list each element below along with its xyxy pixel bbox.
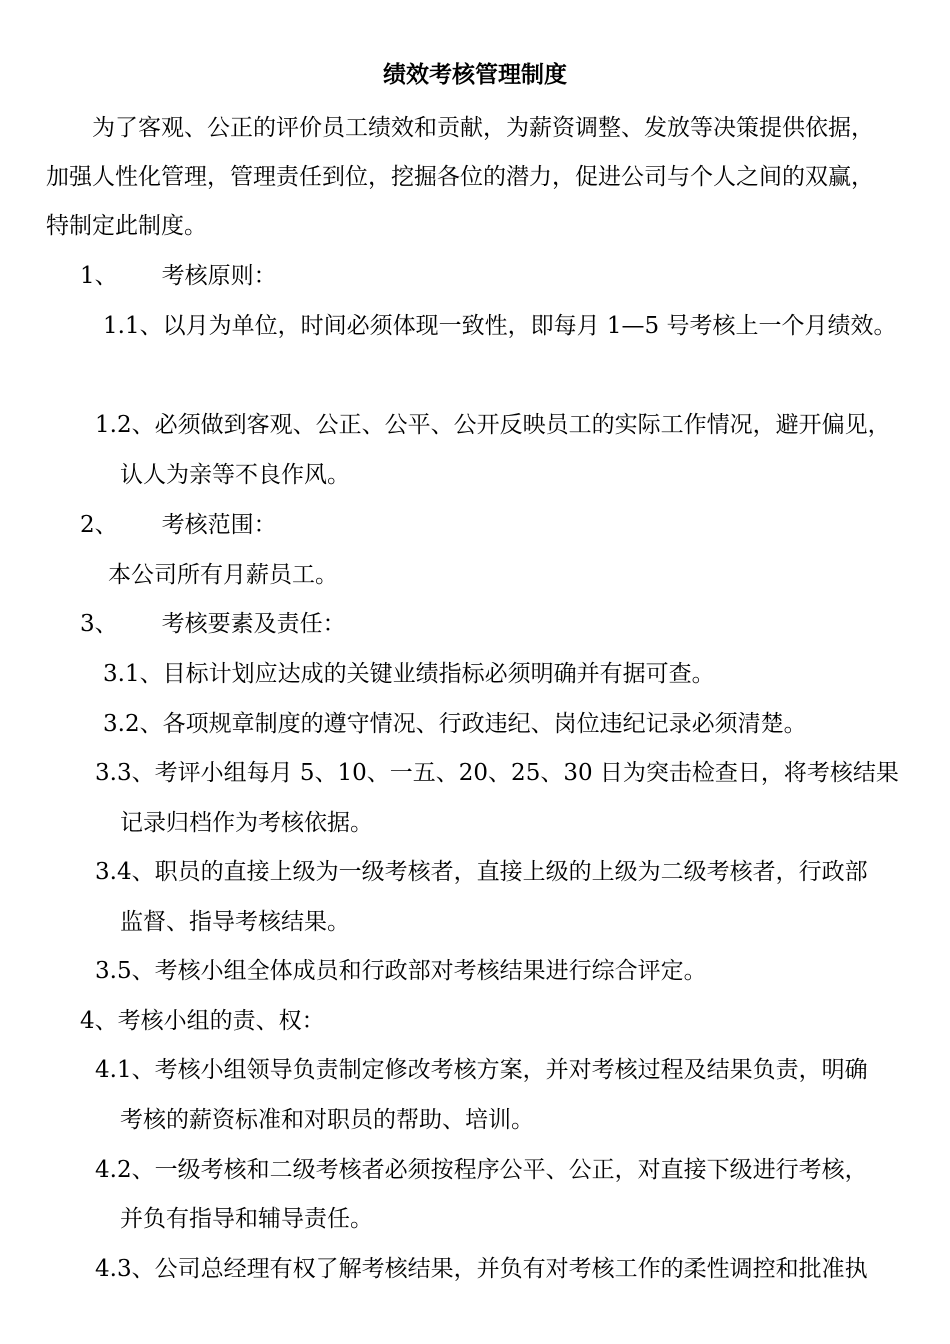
intro-line-2: 加强人性化管理，管理责任到位，挖掘各位的潜力，促进公司与个人之间的双赢， xyxy=(46,164,874,190)
clause-1-2-line-1: 1.2、必须做到客观、公正、公平、公开反映员工的实际工作情况，避开偏见， xyxy=(95,412,891,438)
clause-3-3-line-2: 记录归档作为考核依据。 xyxy=(120,810,373,836)
clause-3-4-line-1: 3.4、职员的直接上级为一级考核者，直接上级的上级为二级考核者，行政部 xyxy=(95,859,868,885)
clause-4-3-line-1: 4.3、公司总经理有权了解考核结果，并负有对考核工作的柔性调控和批准执 xyxy=(95,1256,868,1282)
section-number: 3、 xyxy=(80,611,118,637)
clause-4-1-line-1: 4.1、考核小组领导负责制定修改考核方案，并对考核过程及结果负责，明确 xyxy=(95,1057,868,1083)
clause-3-2: 3.2、各项规章制度的遵守情况、行政违纪、岗位违纪记录必须清楚。 xyxy=(103,711,807,737)
section-2-body: 本公司所有月薪员工。 xyxy=(108,562,338,588)
intro-line-3: 特制定此制度。 xyxy=(46,213,207,239)
intro-line-1: 为了客观、公正的评价员工绩效和贡献，为薪资调整、发放等决策提供依据， xyxy=(92,115,874,141)
section-title: 考核要素及责任： xyxy=(161,611,346,637)
section-4-heading: 4、考核小组的责、权： xyxy=(80,1008,325,1034)
clause-1-2-line-2: 认人为亲等不良作风。 xyxy=(120,462,350,488)
section-3-heading xyxy=(80,609,346,639)
clause-4-1-line-2: 考核的薪资标准和对职员的帮助、培训。 xyxy=(120,1107,534,1133)
clause-4-2-line-1: 4.2、一级考核和二级考核者必须按程序公平、公正，对直接下级进行考核， xyxy=(95,1157,868,1183)
section-2-heading xyxy=(80,510,277,540)
section-title: 考核范围： xyxy=(161,512,277,538)
clause-3-4-line-2: 监督、指导考核结果。 xyxy=(120,909,350,935)
clause-3-3-line-1: 3.3、考评小组每月 5、10、一五、20、25、30 日为突击检查日，将考核结果 xyxy=(95,760,899,786)
section-1-heading xyxy=(80,261,277,291)
document-title: 绩效考核管理制度 xyxy=(383,61,567,88)
clause-4-2-line-2: 并负有指导和辅导责任。 xyxy=(120,1206,373,1232)
section-title: 考核原则： xyxy=(161,263,277,289)
clause-1-1: 1.1、以月为单位，时间必须体现一致性，即每月 1—5 号考核上一个月绩效。 xyxy=(103,313,897,339)
clause-3-1: 3.1、目标计划应达成的关键业绩指标必须明确并有据可查。 xyxy=(103,661,715,687)
section-number: 2、 xyxy=(80,512,118,538)
section-number: 1、 xyxy=(80,263,118,289)
clause-3-5: 3.5、考核小组全体成员和行政部对考核结果进行综合评定。 xyxy=(95,958,707,984)
